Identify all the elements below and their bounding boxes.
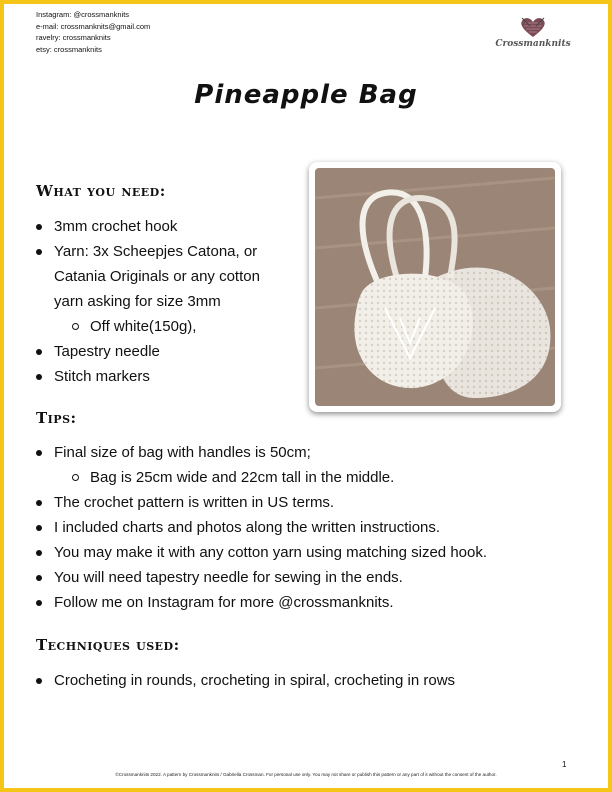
sub-list-item: Off white(150g), [36,314,260,339]
bullet-icon [36,600,42,606]
ravelry-contact: ravelry: crossmanknits [36,33,111,42]
list-item: You will need tapestry needle for sewing in the ends. [36,565,487,590]
list-item: I included charts and photos along the written instructions. [36,515,487,540]
list-item: Stitch markers [36,364,260,389]
bullet-icon [36,349,42,355]
techniques-list [36,668,455,693]
list-item: Crocheting in rounds, crocheting in spiral, crocheting in rows [36,668,455,693]
list-item: Tapestry needle [36,339,260,364]
copyright-footer: ©Crossmanknits 2022. A pattern by Crossmanknits / Gabriella Crossman. For personal use only. You may not share or publish this pattern or any part of it without the consent of the author. [115,772,497,777]
instagram-contact: Instagram: @crossmanknits [36,10,130,19]
circle-bullet-icon [72,323,79,330]
list-item-continuation: Catania Originals or any cotton [54,268,260,285]
list-item: Final size of bag with handles is 50cm; [36,440,487,465]
brand-name: Crossmanknits [495,39,571,49]
techniques-heading: Techniques used: [36,636,180,654]
list-item: The crochet pattern is written in US terms. [36,490,487,515]
crocheted-bag-image [315,168,555,406]
list-item: Follow me on Instagram for more @crossmanknits. [36,590,487,615]
bullet-icon [36,500,42,506]
heart-yarn-icon [518,16,548,38]
bullet-icon [36,678,42,684]
list-item: You may make it with any cotton yarn using matching sized hook. [36,540,487,565]
bullet-icon [36,374,42,380]
what-you-need-list [36,214,260,389]
bullet-icon [36,224,42,230]
bullet-icon [36,550,42,556]
list-item: 3mm crochet hook [36,214,260,239]
tips-heading: Tips: [36,409,77,427]
bullet-icon [36,249,42,255]
bag-photo [309,162,561,412]
bullet-icon [36,450,42,456]
what-you-need-heading: What you need: [36,182,166,200]
page-number: 1 [562,760,567,769]
contact-info [36,9,150,55]
tips-list [36,440,487,615]
email-contact[interactable]: e-mail: crossmanknits@gmail.com [36,21,151,31]
circle-bullet-icon [72,474,79,481]
page-title: Pineapple Bag [194,80,418,110]
sub-list-item: Bag is 25cm wide and 22cm tall in the middle. [36,465,487,490]
bullet-icon [36,575,42,581]
brand-logo [488,16,578,49]
etsy-contact: etsy: crossmanknits [36,44,102,54]
list-item-continuation: yarn asking for size 3mm [54,293,221,310]
list-item: Yarn: 3x Scheepjes Catona, or [36,239,260,264]
bullet-icon [36,525,42,531]
